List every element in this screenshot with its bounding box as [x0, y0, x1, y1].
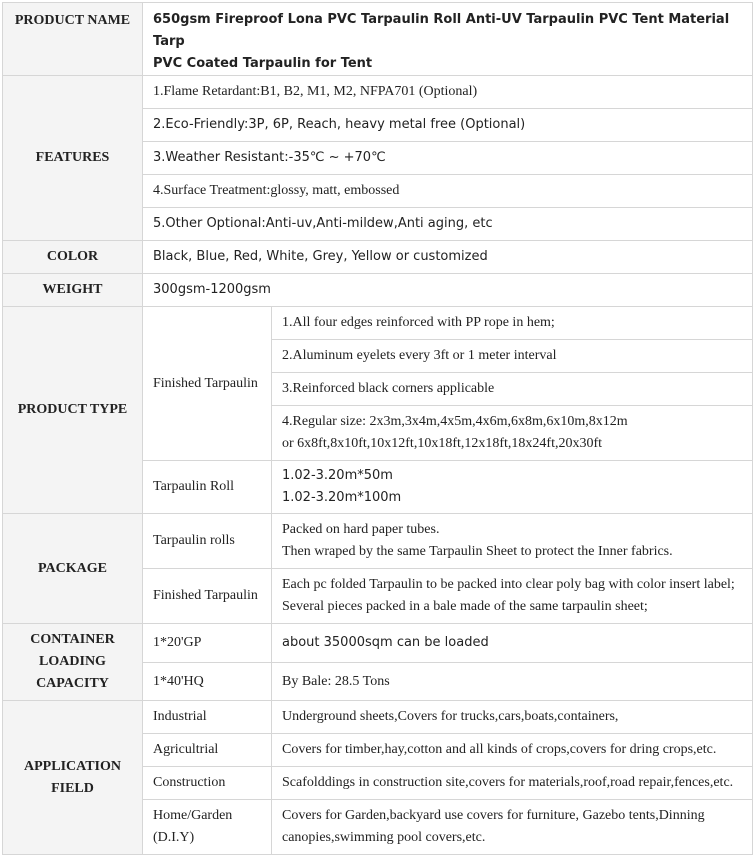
- package-finished-label: Finished Tarpaulin: [143, 569, 272, 624]
- product-spec-table: [2, 2, 753, 855]
- container-row: [3, 624, 753, 663]
- tarpaulin-roll-sizes: [272, 461, 753, 514]
- tarpaulin-roll-label: Tarpaulin Roll: [143, 461, 272, 514]
- industrial-label: Industrial: [143, 701, 272, 734]
- features-label: FEATURES: [3, 76, 143, 241]
- roll-size-2: 1.02-3.20m*100m: [282, 490, 402, 505]
- application-label-line-2: FIELD: [51, 780, 94, 796]
- finished-spec-3: 3.Reinforced black corners applicable: [272, 373, 753, 406]
- agricultural-value: Covers for timber,hay,cotton and all kinds of crops,covers for dring crops,etc.: [272, 734, 753, 767]
- package-label: PACKAGE: [3, 514, 143, 624]
- package-rolls-line-1: Packed on hard paper tubes.: [282, 522, 440, 537]
- feature-3-text: 3.Weather Resistant:-35℃ ~ +70℃: [143, 142, 753, 175]
- feature-2-text: 2.Eco-Friendly:3P, 6P, Reach, heavy metal free (Optional): [143, 109, 753, 142]
- weight-row: [3, 274, 753, 307]
- product-type-row: [3, 307, 753, 340]
- package-rolls-line-2: Then wraped by the same Tarpaulin Sheet to protect the Inner fabrics.: [282, 544, 673, 559]
- feature-1-text: 1.Flame Retardant:B1, B2, M1, M2, NFPA701 (Optional): [153, 84, 478, 99]
- container-label-line-1: CONTAINER: [30, 632, 115, 647]
- package-finished-text: [272, 569, 753, 624]
- home-garden-label-line-1: Home/Garden: [153, 808, 233, 823]
- finished-spec-2: 2.Aluminum eyelets every 3ft or 1 meter interval: [272, 340, 753, 373]
- home-garden-label-line-2: (D.I.Y): [153, 830, 195, 845]
- roll-size-1: 1.02-3.20m*50m: [282, 468, 393, 483]
- finished-spec-4: [272, 406, 753, 461]
- hq40-label: 1*40'HQ: [143, 663, 272, 701]
- agricultural-label: Agricultrial: [143, 734, 272, 767]
- regular-size-metric: 4.Regular size: 2x3m,3x4m,4x5m,4x6m,6x8m,6x10m,8x12m: [282, 414, 628, 429]
- application-row: [3, 701, 753, 734]
- package-row: [3, 514, 753, 569]
- application-label-line-1: APPLICATION: [24, 758, 121, 774]
- home-garden-value: [272, 800, 753, 855]
- product-name-value: [143, 3, 753, 76]
- industrial-value: Underground sheets,Covers for trucks,cars,boats,containers,: [272, 701, 753, 734]
- regular-size-imperial: or 6x8ft,8x10ft,10x12ft,10x18ft,12x18ft,18x24ft,20x30ft: [282, 436, 603, 451]
- product-name-row: [3, 3, 753, 76]
- home-garden-line-1: Covers for Garden,backyard use covers for furniture, Gazebo tents,Dinning: [282, 808, 705, 823]
- finished-spec-1: 1.All four edges reinforced with PP rope in hem;: [272, 307, 753, 340]
- feature-5-text: 5.Other Optional:Anti-uv,Anti-mildew,Anti aging, etc: [143, 208, 753, 241]
- product-type-label: PRODUCT TYPE: [3, 307, 143, 514]
- home-garden-line-2: canopies,swimming pool covers,etc.: [282, 830, 486, 845]
- container-label-line-3: CAPACITY: [36, 676, 109, 691]
- finished-tarpaulin-label: Finished Tarpaulin: [143, 307, 272, 461]
- package-rolls-label: Tarpaulin rolls: [143, 514, 272, 569]
- application-label: [3, 701, 143, 855]
- container-label: [3, 624, 143, 701]
- gp20-value: about 35000sqm can be loaded: [272, 624, 753, 663]
- package-finished-line-2: Several pieces packed in a bale made of the same tarpaulin sheet;: [282, 599, 648, 614]
- weight-label: WEIGHT: [3, 274, 143, 307]
- gp20-label: 1*20'GP: [143, 624, 272, 663]
- product-name-line-1: 650gsm Fireproof Lona PVC Tarpaulin Roll Anti-UV Tarpaulin PVC Tent Material Tarp: [153, 12, 730, 49]
- feature-item: [143, 76, 753, 109]
- package-finished-line-1: Each pc folded Tarpaulin to be packed into clear poly bag with color insert label;: [282, 577, 735, 592]
- weight-value: 300gsm-1200gsm: [143, 274, 753, 307]
- color-value: Black, Blue, Red, White, Grey, Yellow or customized: [143, 241, 753, 274]
- color-label: COLOR: [3, 241, 143, 274]
- product-name-line-2: PVC Coated Tarpaulin for Tent: [153, 56, 373, 71]
- home-garden-label: [143, 800, 272, 855]
- product-name-label: PRODUCT NAME: [3, 3, 143, 76]
- feature-4-text: 4.Surface Treatment:glossy, matt, embossed: [143, 175, 753, 208]
- construction-label: Construction: [143, 767, 272, 800]
- color-row: [3, 241, 753, 274]
- hq40-value: By Bale: 28.5 Tons: [272, 663, 753, 701]
- package-rolls-text: [272, 514, 753, 569]
- container-label-line-2: LOADING: [39, 654, 106, 669]
- feature-row: [3, 76, 753, 109]
- construction-value: Scafolddings in construction site,covers for materials,roof,road repair,fences,etc.: [272, 767, 753, 800]
